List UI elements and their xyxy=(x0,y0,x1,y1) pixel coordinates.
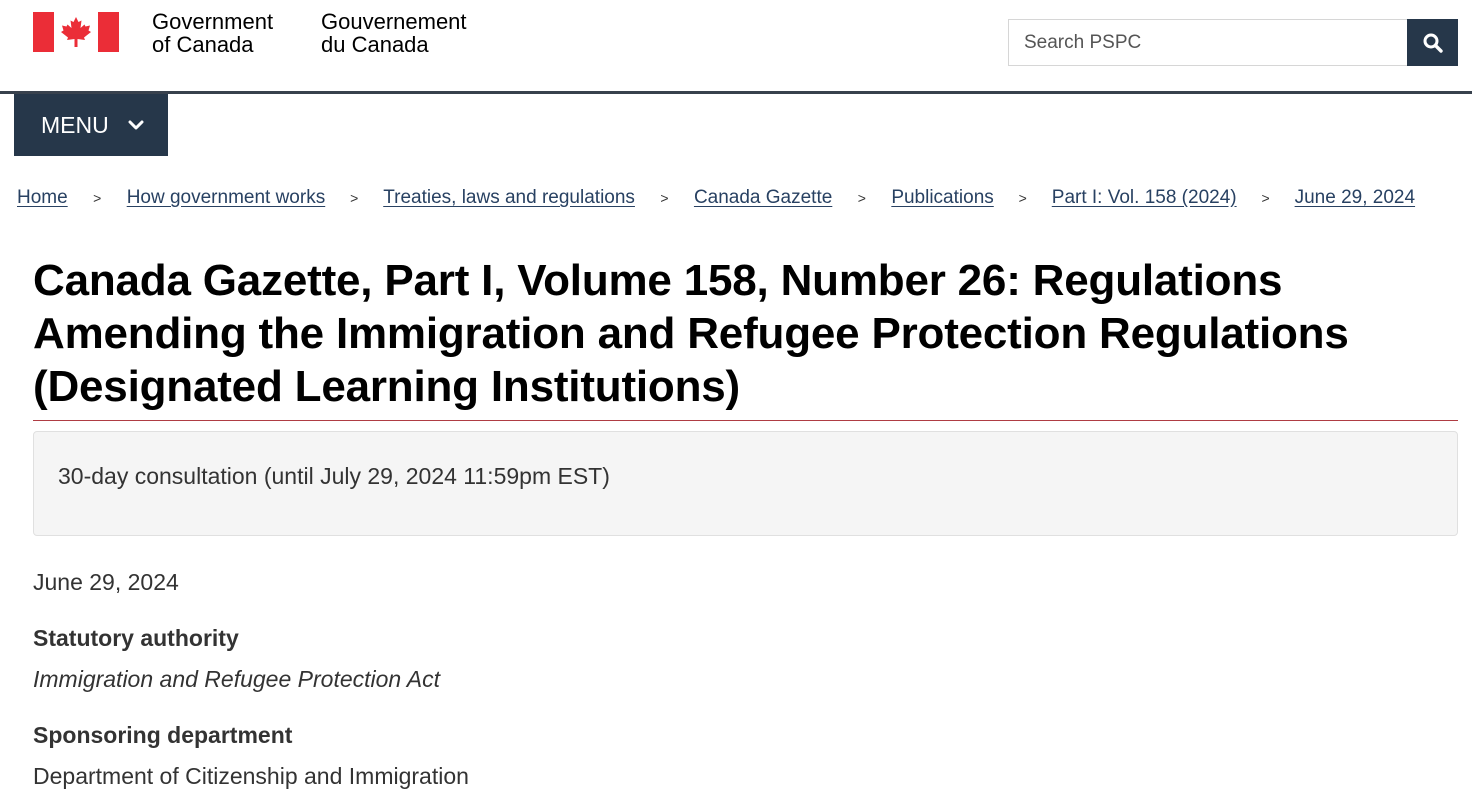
breadcrumb-how-government-works[interactable]: How government works xyxy=(126,187,326,208)
title-underline xyxy=(33,420,1458,421)
breadcrumb-separator: > xyxy=(1018,190,1027,206)
search-input[interactable] xyxy=(1008,19,1407,66)
page-title-line-1: Canada Gazette, Part I, Volume 158, Number 26: Regulations xyxy=(33,256,1283,305)
page-title-line-2: Amending the Immigration and Refugee Protection Regulations xyxy=(33,309,1349,358)
breadcrumb-treaties-laws-regulations[interactable]: Treaties, laws and regulations xyxy=(383,187,635,208)
chevron-down-icon xyxy=(127,119,145,131)
government-of-canada-signature-fr[interactable] xyxy=(321,10,467,56)
breadcrumb-publications[interactable]: Publications xyxy=(891,187,994,208)
breadcrumb-separator: > xyxy=(1261,190,1270,206)
consultation-notice xyxy=(33,431,1458,536)
breadcrumb-separator: > xyxy=(350,190,359,206)
menu-label: MENU xyxy=(41,111,109,138)
publication-date: June 29, 2024 xyxy=(33,569,179,595)
canada-flag-icon xyxy=(33,12,119,52)
consultation-notice-text: 30-day consultation (until July 29, 2024 11:59pm EST) xyxy=(58,463,610,489)
breadcrumb-separator: > xyxy=(660,190,669,206)
breadcrumb-june-29-2024[interactable]: June 29, 2024 xyxy=(1294,187,1416,208)
statutory-authority-heading: Statutory authority xyxy=(33,625,239,651)
search-icon xyxy=(1423,33,1443,53)
site-header xyxy=(0,0,1472,94)
breadcrumb-home[interactable]: Home xyxy=(17,187,68,208)
search-button[interactable] xyxy=(1407,19,1458,66)
page-title xyxy=(33,254,1433,413)
sponsoring-department-value: Department of Citizenship and Immigration xyxy=(33,763,469,789)
signature-en-line-1: Government xyxy=(152,9,274,34)
signature-fr-line-1: Gouvernement xyxy=(321,9,467,34)
breadcrumb-separator: > xyxy=(93,190,102,206)
breadcrumb xyxy=(17,187,1415,209)
breadcrumb-separator: > xyxy=(857,190,866,206)
signature-fr-line-2: du Canada xyxy=(321,32,429,57)
breadcrumb-canada-gazette[interactable]: Canada Gazette xyxy=(693,187,833,208)
breadcrumb-part-i-vol-158[interactable]: Part I: Vol. 158 (2024) xyxy=(1051,187,1237,208)
sponsoring-department-heading: Sponsoring department xyxy=(33,722,293,748)
search-form xyxy=(1008,19,1458,66)
menu-button[interactable] xyxy=(14,94,168,156)
page-title-line-3: (Designated Learning Institutions) xyxy=(33,362,740,411)
government-of-canada-signature-en[interactable] xyxy=(152,10,273,56)
statutory-authority-value: Immigration and Refugee Protection Act xyxy=(33,666,440,692)
signature-en-line-2: of Canada xyxy=(152,32,254,57)
